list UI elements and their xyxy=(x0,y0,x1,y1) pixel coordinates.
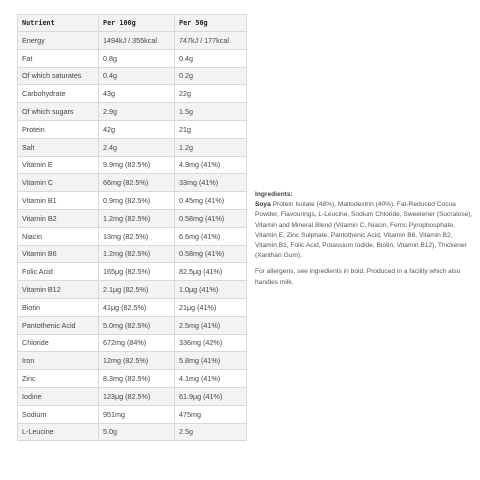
per-50g-cell: 6.6mg (41%) xyxy=(175,227,247,245)
nutrient-cell: Pantothenic Acid xyxy=(18,316,99,334)
nutrient-cell: Iron xyxy=(18,352,99,370)
table-row xyxy=(18,120,247,138)
per-50g-cell: 22g xyxy=(175,85,247,103)
per-50g-cell: 21μg (41%) xyxy=(175,298,247,316)
per-50g-cell: 61.9μg (41%) xyxy=(175,387,247,405)
table-row xyxy=(18,423,247,441)
per-100g-cell: 12mg (82.5%) xyxy=(99,352,175,370)
per-100g-cell: 8.3mg (82.5%) xyxy=(99,370,175,388)
per-50g-cell: 0.58mg (41%) xyxy=(175,209,247,227)
per-50g-cell: 336mg (42%) xyxy=(175,334,247,352)
nutrient-cell: Zinc xyxy=(18,370,99,388)
table-row xyxy=(18,245,247,263)
per-100g-cell: 123μg (82.5%) xyxy=(99,387,175,405)
ingredients-panel xyxy=(255,190,475,294)
nutrient-cell: Vitamin B12 xyxy=(18,281,99,299)
nutrient-cell: Vitamin B6 xyxy=(18,245,99,263)
per-100g-cell: 0.4g xyxy=(99,67,175,85)
per-100g-cell: 2.1μg (82.5%) xyxy=(99,281,175,299)
table-row xyxy=(18,103,247,121)
per-50g-cell: 0.45mg (41%) xyxy=(175,192,247,210)
per-100g-cell: 0.8g xyxy=(99,49,175,67)
ingredients-allergen-bold: Soya xyxy=(255,201,271,209)
per-50g-cell: 5.8mg (41%) xyxy=(175,352,247,370)
table-row xyxy=(18,192,247,210)
per-100g-cell: 42g xyxy=(99,120,175,138)
nutrient-cell: L-Leucine xyxy=(18,423,99,441)
per-100g-cell: 43g xyxy=(99,85,175,103)
per-50g-cell: 4.9mg (41%) xyxy=(175,156,247,174)
table-row xyxy=(18,405,247,423)
per-100g-cell: 1.2mg (82.5%) xyxy=(99,209,175,227)
header-nutrient: Nutrient xyxy=(18,15,99,32)
nutrient-cell: Vitamin B1 xyxy=(18,192,99,210)
nutrient-cell: Vitamin C xyxy=(18,174,99,192)
table-row xyxy=(18,67,247,85)
nutrient-cell: Salt xyxy=(18,138,99,156)
table-row xyxy=(18,209,247,227)
table-row xyxy=(18,138,247,156)
nutrient-cell: Vitamin E xyxy=(18,156,99,174)
per-50g-cell: 0.58mg (41%) xyxy=(175,245,247,263)
per-50g-cell: 33mg (41%) xyxy=(175,174,247,192)
per-50g-cell: 4.1mg (41%) xyxy=(175,370,247,388)
table-row xyxy=(18,387,247,405)
header-per-50g: Per 50g xyxy=(175,15,247,32)
table-row xyxy=(18,352,247,370)
per-100g-cell: 951mg xyxy=(99,405,175,423)
table-row xyxy=(18,281,247,299)
table-row xyxy=(18,263,247,281)
table-row xyxy=(18,156,247,174)
per-50g-cell: 2.5g xyxy=(175,423,247,441)
per-100g-cell: 0.9mg (82.5%) xyxy=(99,192,175,210)
per-100g-cell: 1494kJ / 355kcal xyxy=(99,32,175,50)
per-100g-cell: 5.0g xyxy=(99,423,175,441)
nutrient-cell: Carbohydrate xyxy=(18,85,99,103)
per-100g-cell: 9.9mg (82.5%) xyxy=(99,156,175,174)
nutrient-cell: Biotin xyxy=(18,298,99,316)
nutrient-cell: Niacin xyxy=(18,227,99,245)
per-50g-cell: 1.0μg (41%) xyxy=(175,281,247,299)
per-50g-cell: 475mg xyxy=(175,405,247,423)
nutrient-cell: Energy xyxy=(18,32,99,50)
per-50g-cell: 747kJ / 177kcal xyxy=(175,32,247,50)
ingredients-heading: Ingredients: xyxy=(255,191,293,198)
table-row xyxy=(18,316,247,334)
table-row xyxy=(18,32,247,50)
allergen-note: For allergens, see ingredients in bold. Produced in a facility which also handles milk. xyxy=(255,268,461,286)
per-50g-cell: 0.2g xyxy=(175,67,247,85)
per-50g-cell: 21g xyxy=(175,120,247,138)
table-row xyxy=(18,85,247,103)
per-100g-cell: 2.4g xyxy=(99,138,175,156)
per-100g-cell: 66mg (82.5%) xyxy=(99,174,175,192)
per-100g-cell: 672mg (84%) xyxy=(99,334,175,352)
nutrient-cell: Protein xyxy=(18,120,99,138)
nutrient-cell: Of which saturates xyxy=(18,67,99,85)
nutrient-cell: Chloride xyxy=(18,334,99,352)
nutrient-cell: Iodine xyxy=(18,387,99,405)
nutrient-cell: Fat xyxy=(18,49,99,67)
per-50g-cell: 82.5μg (41%) xyxy=(175,263,247,281)
ingredients-text: Protein Isolate (48%), Maltodextrin (40%), Fat-Reduced Cocoa Powder, Flavourings, L-Leucine, Sodium Chloride, Sweetener (Sucralose), Vitamin and Mineral Blend (Vitamin C, Niacin, Ferric Pyrophosphate, Vitamin E, Zinc Sulphate, Pantothenic Acid, Vitamin B6, Vitamin B2, Vitamin B1, Folic Acid, Potassium Iodide, Biotin, Vitamin B12), Thickener (Xanthan Gum). xyxy=(255,201,473,260)
table-row xyxy=(18,49,247,67)
per-50g-cell: 1.5g xyxy=(175,103,247,121)
table-row xyxy=(18,298,247,316)
per-50g-cell: 1.2g xyxy=(175,138,247,156)
per-100g-cell: 41μg (82.5%) xyxy=(99,298,175,316)
per-100g-cell: 5.0mg (82.5%) xyxy=(99,316,175,334)
table-header-row xyxy=(18,15,247,32)
nutrient-cell: Sodium xyxy=(18,405,99,423)
per-50g-cell: 2.5mg (41%) xyxy=(175,316,247,334)
per-100g-cell: 2.9g xyxy=(99,103,175,121)
nutrient-cell: Vitamin B2 xyxy=(18,209,99,227)
nutrient-cell: Folic Acid xyxy=(18,263,99,281)
per-50g-cell: 0.4g xyxy=(175,49,247,67)
header-per-100g: Per 100g xyxy=(99,15,175,32)
per-100g-cell: 1.2mg (82.5%) xyxy=(99,245,175,263)
nutrient-cell: Of which sugars xyxy=(18,103,99,121)
nutrition-table xyxy=(17,14,247,441)
table-row xyxy=(18,334,247,352)
per-100g-cell: 165μg (82.5%) xyxy=(99,263,175,281)
table-row xyxy=(18,174,247,192)
table-row xyxy=(18,227,247,245)
table-row xyxy=(18,370,247,388)
per-100g-cell: 13mg (82.5%) xyxy=(99,227,175,245)
